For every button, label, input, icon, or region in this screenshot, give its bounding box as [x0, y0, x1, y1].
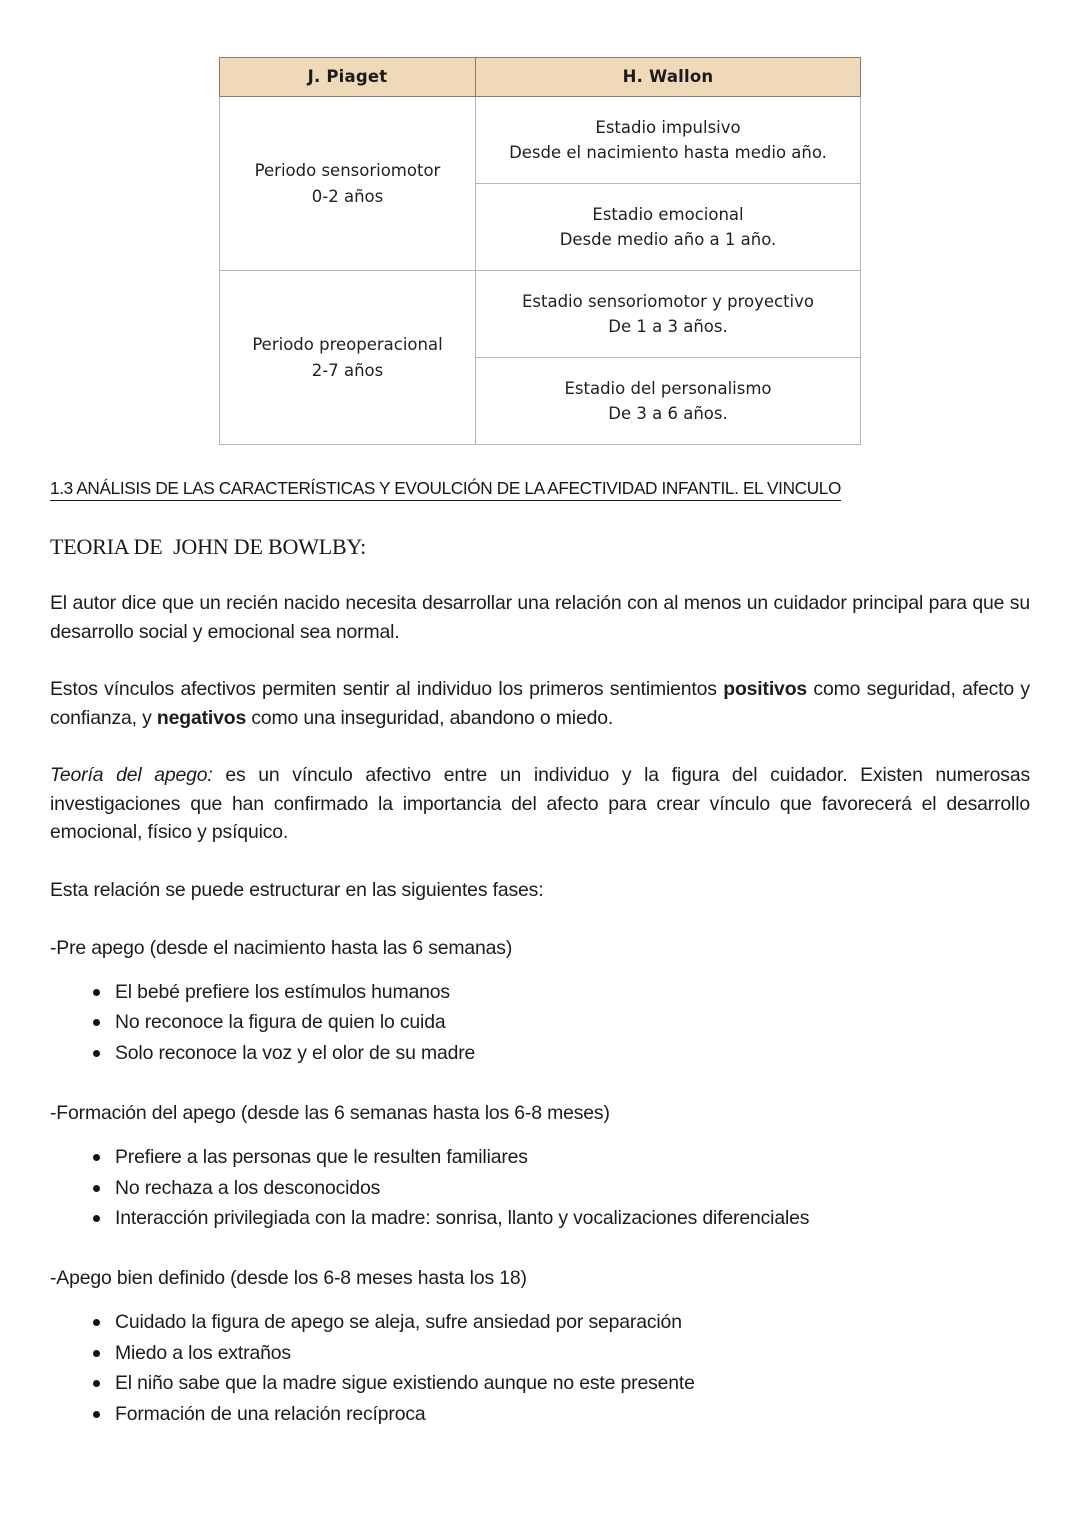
column-header-wallon: H. Wallon — [476, 58, 861, 97]
table-row — [220, 271, 861, 358]
list-item: Solo reconoce la voz y el olor de su madre — [93, 1038, 1030, 1069]
emphasis-positivos: positivos — [723, 678, 808, 701]
piaget-period-name: Periodo preoperacional — [252, 335, 443, 355]
list-item: No reconoce la figura de quien lo cuida — [93, 1007, 1030, 1038]
paragraph-teoria-apego — [50, 732, 1030, 847]
wallon-stage-age: De 1 a 3 años. — [608, 317, 728, 336]
paragraph-fases-intro: Esta relación se puede estructurar en las siguientes fases: — [50, 878, 544, 901]
list-item: Miedo a los extraños — [93, 1338, 1030, 1369]
section-heading — [50, 478, 1030, 499]
emphasis-negativos: negativos — [156, 706, 247, 729]
list-item: El niño sabe que la madre sigue existiendo aunque no este presente — [93, 1368, 1030, 1399]
list-item: El bebé prefiere los estímulos humanos — [93, 977, 1030, 1008]
wallon-stage-age: De 3 a 6 años. — [608, 404, 728, 423]
table-row — [220, 97, 861, 184]
piaget-period-age: 2-7 años — [311, 360, 384, 380]
cell-wallon-personalismo — [476, 358, 861, 445]
cell-piaget-preoperacional — [220, 271, 476, 445]
paragraph-text-part: como seguridad, afecto y confianza, y — [50, 678, 1030, 729]
phase-list-pre-apego — [50, 963, 1030, 1070]
paragraph-vinculos-afectivos — [50, 646, 1030, 732]
paragraph-text-part: Estos vínculos afectivos permiten sentir al individuo los primeros sentimientos — [50, 678, 724, 701]
piaget-period-name: Periodo sensoriomotor — [254, 161, 441, 181]
wallon-stage-name: Estadio emocional — [592, 204, 744, 224]
table-header-row — [220, 58, 861, 97]
phase-title-pre-apego: -Pre apego (desde el nacimiento hasta las 6 semanas) — [50, 937, 513, 960]
list-item: Interacción privilegiada con la madre: sonrisa, llanto y vocalizaciones diferenciales — [93, 1203, 1030, 1234]
phase-title-apego-bien-definido: -Apego bien definido (desde los 6-8 meses hasta los 18) — [50, 1267, 527, 1290]
piaget-wallon-table-container — [219, 57, 860, 445]
paragraph-text-part: como una inseguridad, abandono o miedo. — [246, 706, 614, 729]
document-body — [50, 478, 1030, 1430]
piaget-wallon-comparison-table — [219, 57, 861, 445]
emphasis-teoria-del-apego: Teoría del apego: — [50, 764, 213, 787]
cell-wallon-sensoriomotor-proyectivo — [476, 271, 861, 358]
list-item: No rechaza a los desconocidos — [93, 1173, 1030, 1204]
wallon-stage-name: Estadio del personalismo — [564, 378, 772, 398]
section-heading-text: 1.3 ANÁLISIS DE LAS CARACTERÍSTICAS Y EVOULCIÓN DE LA AFECTIVIDAD INFANTIL. EL VINCULO — [50, 478, 841, 501]
wallon-stage-name: Estadio sensoriomotor y proyectivo — [521, 291, 815, 311]
list-item: Cuidado la figura de apego se aleja, sufre ansiedad por separación — [93, 1307, 1030, 1338]
phase-list-apego-bien-definido — [50, 1293, 1030, 1430]
cell-wallon-impulsivo — [476, 97, 861, 184]
wallon-stage-age: Desde el nacimiento hasta medio año. — [509, 143, 827, 162]
piaget-period-age: 0-2 años — [311, 186, 384, 206]
list-item: Prefiere a las personas que le resulten familiares — [93, 1142, 1030, 1173]
list-item: Formación de una relación recíproca — [93, 1399, 1030, 1430]
theory-title: TEORIA DE JOHN DE BOWLBY: — [50, 534, 367, 559]
phase-list-formacion-apego — [50, 1128, 1030, 1235]
wallon-stage-age: Desde medio año a 1 año. — [559, 230, 777, 249]
column-header-piaget: J. Piaget — [220, 58, 476, 97]
paragraph-author-intro: El autor dice que un recién nacido necesita desarrollar una relación con al menos un cuidador principal para que su desarrollo social y emocional sea normal. — [50, 592, 1030, 643]
cell-wallon-emocional — [476, 184, 861, 271]
cell-piaget-sensoriomotor — [220, 97, 476, 271]
phase-title-formacion-apego: -Formación del apego (desde las 6 semanas hasta los 6-8 meses) — [50, 1102, 610, 1125]
paragraph-text-part: es un vínculo afectivo entre un individuo y la figura del cuidador. Existen numerosas investigaciones que han confirmado la importancia del afecto para crear vínculo que favorecerá el desarrollo emocional, físico y psíquico. — [50, 764, 1030, 844]
wallon-stage-name: Estadio impulsivo — [595, 117, 741, 137]
